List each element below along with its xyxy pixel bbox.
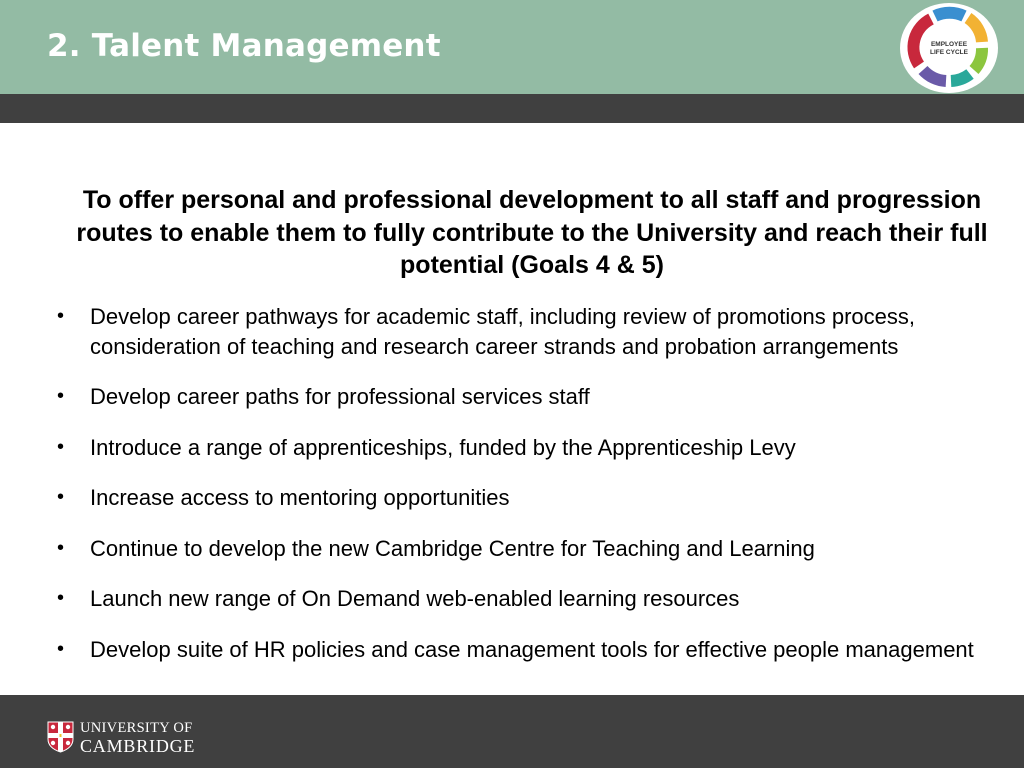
bullet-icon: • [57, 435, 65, 458]
bullet-text: Introduce a range of apprenticeships, funded by the Apprenticeship Levy [90, 434, 796, 460]
university-name-line1: UNIVERSITY OF [80, 720, 193, 736]
bullet-item [55, 635, 1015, 665]
bullet-icon: • [57, 536, 65, 559]
section-subtitle: To offer personal and professional development to all staff and progression routes to enable them to fully contribute to the University and reach their full potential (Goals 4 & 5) [76, 186, 988, 279]
svg-text:EMPLOYEE: EMPLOYEE [930, 41, 968, 48]
bullet-item [55, 483, 1015, 513]
bullet-text: Launch new range of On Demand web-enabled learning resources [90, 586, 740, 611]
cambridge-crest-icon [47, 721, 74, 753]
bullet-text: Increase access to mentoring opportunities [90, 485, 510, 510]
bullet-item [55, 302, 1015, 361]
bullet-list [55, 302, 1015, 685]
bullet-icon: • [57, 385, 65, 407]
bullet-item [55, 584, 1015, 614]
bullet-icon: • [57, 486, 65, 508]
bullet-icon: • [57, 587, 65, 609]
bullet-text: Develop suite of HR policies and case management tools for effective people management [90, 636, 974, 662]
bullet-text: Develop career paths for professional services staff [90, 384, 590, 409]
bullet-item [55, 382, 1015, 412]
bullet-text: Continue to develop the new Cambridge Centre for Teaching and Learning [90, 535, 815, 561]
bullet-item [55, 534, 1015, 564]
page-title: 2. Talent Management [47, 28, 441, 64]
svg-text:LIFE CYCLE: LIFE CYCLE [930, 49, 968, 56]
university-name-line2: CAMBRIDGE [80, 736, 196, 756]
header-divider-strip [0, 94, 1024, 123]
bullet-item [55, 433, 1015, 463]
bullet-icon: • [57, 637, 65, 660]
header-bar [0, 0, 1024, 94]
employee-life-cycle-icon [898, 2, 1000, 94]
bullet-text: Develop career pathways for academic staff, including review of promotions process, consideration of teaching and research career strands and probation arrangements [90, 304, 915, 359]
footer-bar [0, 695, 1024, 768]
bullet-icon: • [57, 305, 65, 327]
